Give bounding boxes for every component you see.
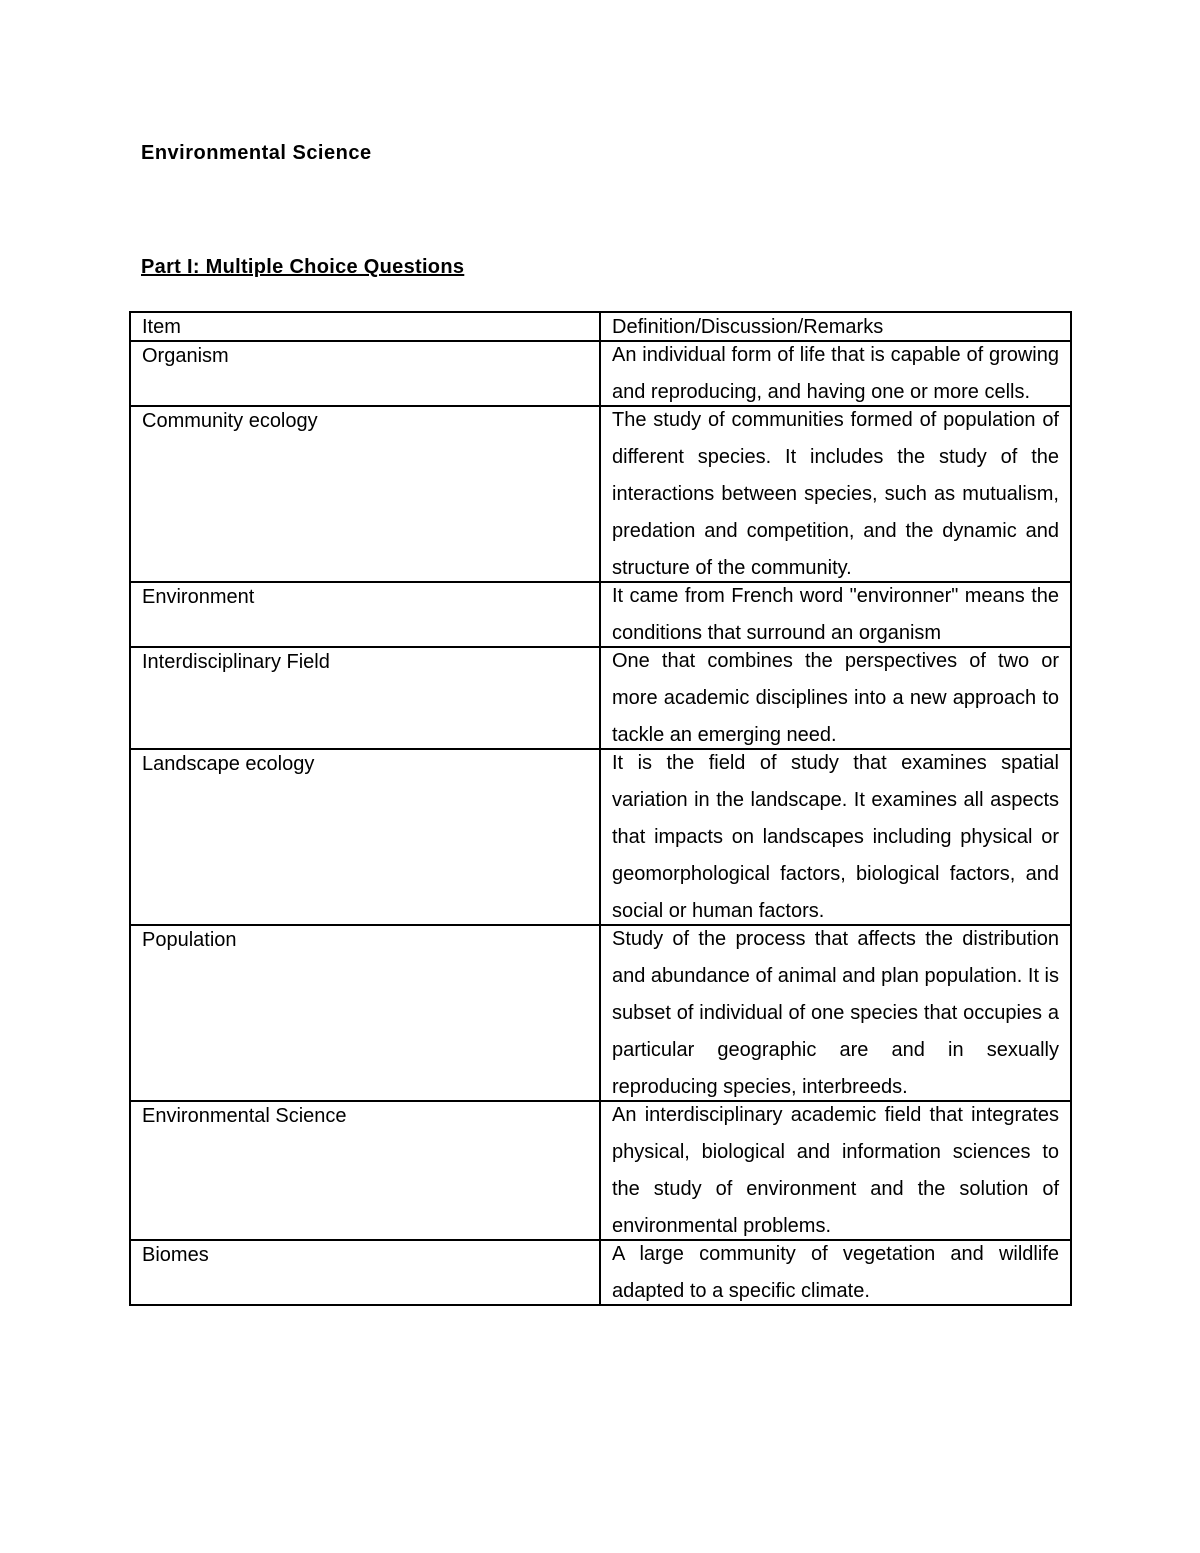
term-cell: Biomes bbox=[130, 1240, 600, 1305]
term-cell: Community ecology bbox=[130, 406, 600, 582]
definition-cell bbox=[600, 582, 1071, 647]
definition-text: An interdisciplinary academic field that integrates physical, biological and information sciences to the study of environment and the solution of environmental problems. bbox=[612, 1104, 1059, 1237]
term-cell: Interdisciplinary Field bbox=[130, 647, 600, 749]
term-cell: Population bbox=[130, 925, 600, 1101]
definition-text: It is the field of study that examines spatial variation in the landscape. It examines all aspects that impacts on landscapes including physical or geomorphological factors, biological factors, and social or human factors. bbox=[612, 752, 1059, 922]
definition-cell bbox=[600, 1101, 1071, 1240]
table-row bbox=[130, 1101, 1071, 1240]
term-cell: Environmental Science bbox=[130, 1101, 600, 1240]
definition-cell bbox=[600, 925, 1071, 1101]
term-cell: Organism bbox=[130, 341, 600, 406]
table-row bbox=[130, 582, 1071, 647]
definition-cell bbox=[600, 406, 1071, 582]
definition-text: It came from French word "environner" means the conditions that surround an organism bbox=[612, 585, 1059, 644]
table-row bbox=[130, 925, 1071, 1101]
definition-cell bbox=[600, 647, 1071, 749]
table-row bbox=[130, 406, 1071, 582]
document-title: Environmental Science bbox=[141, 142, 372, 164]
definition-text: Study of the process that affects the distribution and abundance of animal and plan population. It is subset of individual of one species that occupies a particular geographic are and in sexually reproducing species, interbreeds. bbox=[612, 928, 1060, 1098]
table-row bbox=[130, 1240, 1071, 1305]
definition-cell bbox=[600, 341, 1071, 406]
table-row bbox=[130, 647, 1071, 749]
definition-text: The study of communities formed of population of different species. It includes the study of the interactions between species, such as mutualism, predation and competition, and the dynamic and structure of the community. bbox=[612, 409, 1059, 579]
term-cell: Environment bbox=[130, 582, 600, 647]
table-row bbox=[130, 341, 1071, 406]
table-row bbox=[130, 749, 1071, 925]
header-definition: Definition/Discussion/Remarks bbox=[600, 312, 1071, 341]
header-item: Item bbox=[130, 312, 600, 341]
definition-cell bbox=[600, 749, 1071, 925]
definition-text: A large community of vegetation and wildlife adapted to a specific climate. bbox=[612, 1243, 1059, 1302]
definition-text: One that combines the perspectives of two or more academic disciplines into a new approach to tackle an emerging need. bbox=[612, 650, 1059, 746]
definition-cell bbox=[600, 1240, 1071, 1305]
part-heading: Part I: Multiple Choice Questions bbox=[141, 256, 465, 278]
term-cell: Landscape ecology bbox=[130, 749, 600, 925]
terms-table bbox=[129, 311, 1072, 1306]
definition-text: An individual form of life that is capable of growing and reproducing, and having one or more cells. bbox=[612, 344, 1059, 403]
